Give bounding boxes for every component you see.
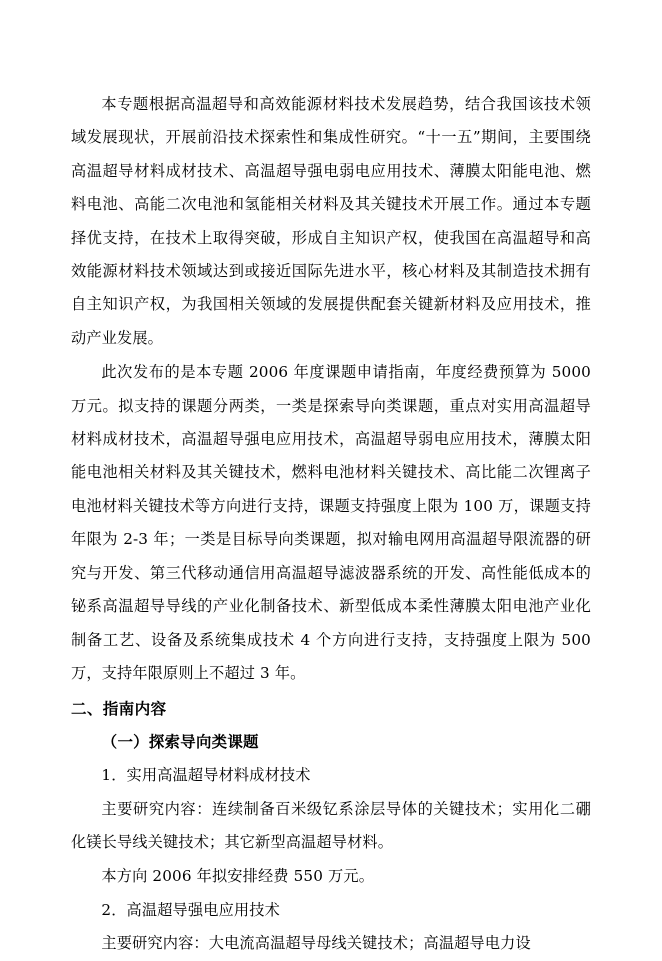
heading-exploratory-projects: （一）探索导向类课题 bbox=[101, 732, 259, 751]
item-title-1: 1．实用高温超导材料成材技术 bbox=[101, 766, 311, 785]
item-2-research-content: 主要研究内容：大电流高温超导母线关键技术；高温超导电力设 bbox=[101, 934, 531, 953]
paragraph-overview-background: 本专题根据高温超导和高效能源材料技术发展趋势，结合我国该技术领域发展现状，开展前沿技术探索性和集成性研究。“十一五”期间，主要围绕高温超导材料成材技术、高温超导强电弱电应用技术、薄膜太阳能电池、燃料电池、高能二次电池和氢能相关材料及其关键技术开展工作。通过本专题择优支持，在技术上取得突破，形成自主知识产权，使我国在高温超导和高效能源材料技术领域达到或接近国际先进水平，核心材料及其制造技术拥有自主知识产权，为我国相关领域的发展提供配套关键新材料及应用技术，推动产业发展。 bbox=[71, 95, 591, 347]
heading-guide-content: 二、指南内容 bbox=[71, 699, 167, 719]
item-1-budget: 本方向 2006 年拟安排经费 550 万元。 bbox=[101, 867, 375, 886]
paragraph-2006-guide-scope: 此次发布的是本专题 2006 年度课题申请指南，年度经费预算为 5000 万元。拟支持的课题分两类，一类是探索导向类课题，重点对实用高温超导材料成材技术，高温超导强电应用技术，高温超导弱电应用技术，薄膜太阳能电池相关材料及其关键技术，燃料电池材料关键技术、高比能二次锂离子电池材料关键技术等方向进行支持，课题支持强度上限为 100 万，课题支持年限为 2-3 年；一类是目标导向类课题，拟对输电网用高温超导限流器的研究与开发、第三代移动通信用高温超导滤波器系统的开发、高性能低成本的铋系高温超导导线的产业化制备技术、新型低成本柔性薄膜太阳电池产业化制备工艺、设备及系统集成技术 4 个方向进行支持，支持强度上限为 500 万，支持年限原则上不超过 3 年。 bbox=[71, 363, 591, 682]
item-title-2: 2．高温超导强电应用技术 bbox=[101, 900, 280, 919]
document-text-block bbox=[71, 88, 591, 961]
item-1-research-content: 主要研究内容：连续制备百米级钇系涂层导体的关键技术；实用化二硼化镁长导线关键技术；其它新型高温超导材料。 bbox=[71, 799, 591, 851]
